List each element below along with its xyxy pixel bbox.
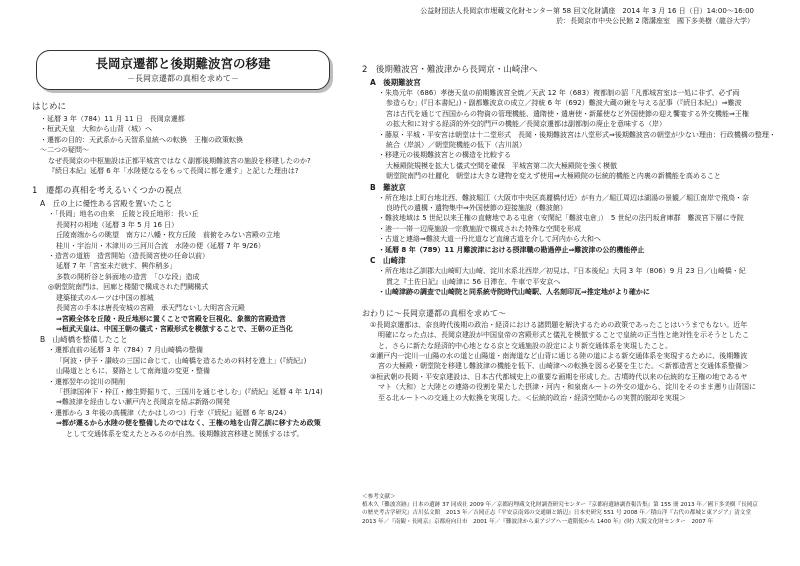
intro-item: ・延暦 3 年（784）11 月 11 日 長岡京遷都	[40, 115, 185, 123]
text-line: の拡大和に対する経済的外交的門戸の機能／長岡京遷都は副都制の廃止を意味する（岸）	[386, 120, 666, 129]
text-line: 長岡村の相地（延暦 3 年 5 月 16 日）	[56, 220, 179, 229]
intro-item: ・遷都の目的：天武系から天智系皇統への転換 王権の政策転換	[40, 135, 243, 144]
text-line: 多数の開析谷と斜面地の造営 「ひな段」造成	[56, 272, 200, 281]
closing-line: 宮の大極殿・朝堂院を移建し難波津の機能を低下、山崎津への転換を図る必要を生じた。＜新都造営と交通体系整備＞	[378, 362, 749, 371]
closing-line: ②瀬戸内一淀川一山陽の水の道と山陽道・南海道など山背に通じる陸の道による新交通体系を実現するために、後期難波	[370, 352, 748, 361]
text-line: ・移建元の後期難波宮との構造を比較する	[378, 151, 511, 160]
subsection-b-heading: B 山崎橋を整備したこと	[40, 335, 128, 345]
lecture-header	[274, 6, 754, 26]
closing-line: 明確になった点は、長岡京建設が中国皇帝の宮殿形式と儀礼を模倣することで皇統の正当性と絶対性を示そうとしたこ	[378, 331, 749, 340]
question-2: 『続日本紀』延暦 6 年「水陸便なるをもって長岡に都を遷す」と記した理由は?	[48, 167, 299, 176]
section-2-heading: 2 後期難波宮・難波津から長岡京・山崎津へ	[362, 65, 538, 75]
question-1: なぜ長岡京の中枢施設は正都平城宮ではなく副都後期難波宮の施設を移建したのか?	[48, 156, 311, 165]
text-line: 朝堂院南門の壮麗化 朝堂は大きな建物を変えず使用⇒大極殿院の伝統的機能と内裏の新機能を高めること	[386, 172, 721, 181]
text-line: 良時代の遺構・遺物集中⇒外国使節の迎接施設（難波館）	[386, 204, 567, 213]
subsection-a-heading: A 丘の上に優性ある宮殿を置いたこと	[40, 199, 173, 209]
quote-line: 「阿波・伊予・讃岐の三国に命じて、山崎橋を造るための料材を進上」(『続紀』)	[56, 356, 307, 365]
text-line: 桂川・宇治川・木津川の三河川合流 水陸の便（延暦 7 年 9/26）	[56, 241, 265, 250]
text-line: ・朱鳥元年（686）孝徳天皇の前期難波宮全焼／天武 12 年（683）複都制の詔「凡都城宮室は一処に非ず、必ず両	[378, 89, 740, 97]
right-column	[362, 61, 774, 403]
text-line: ・遷都翌年の淀川の開削	[48, 377, 125, 386]
closing-line: ①長岡京遷都は、奈良時代後期の政治・経済における諸問題を解決するための政策であったことはいうまでもない。近年	[370, 320, 748, 329]
emphasis-line: ・山崎津跡の調査で山崎院と同系統寺院時代山崎駅、人名刻印瓦⇒推定地がより確かに	[378, 287, 650, 296]
header-venue-line: 於：長岡京市中央公民館 2 階講座室 國下多美樹（龍谷大学）	[556, 17, 754, 25]
closing-line: 至る北ルートへの交通上の大転換を実現した。＜伝統的政治・経済空間からの実質的脱却を実現＞	[378, 393, 686, 402]
subsection-b-heading: B 難波京	[370, 182, 406, 192]
closing-line: マト（大和）と大陸との連絡の役割を果たした摂津・河内・和泉南ルートの外交の道から、淀川をそのまま遡り山背国に	[378, 383, 756, 392]
text-line: 山陽道とともに、要路として南海道の変更・整備	[56, 367, 210, 376]
text-line: ・古道と連絡⇒難波大道一丹比道など直線古道を介して河内から大和へ	[378, 235, 601, 244]
quote-line: 「摂津国神下・梓江・鯵生野掘りて、三国川を通じせしむ」(『続紀』延暦 4 年 1/14)	[56, 387, 323, 396]
subsection-a-heading: A 後期難波宮	[370, 78, 421, 87]
text-line: ・所在地は上町台地北西、難波堀江（大阪市中央区高麗橋付近）が有力／堀江周辺は湖湯の景観／堀江南岸で飛鳥・奈	[378, 193, 749, 202]
text-line: 長岡宮の手本は唐長安城の宮殿 承天門ないし大明宮含元殿	[56, 304, 245, 313]
text-line: 建築様式のルーツは中国の都城	[56, 293, 154, 302]
intro-item: ・桓武天皇 大和から山背（城）へ	[40, 125, 152, 134]
text-line: 丘陵南端からの眺望 南方に八幡・枚方丘陵 前俯をみない宮殿の立地	[56, 231, 280, 240]
questions-heading: ～二つの疑問～	[40, 146, 89, 155]
text-line: 貫之『土佐日記』山崎津に 56 日滞在、牛車で平安京へ	[386, 277, 561, 286]
text-line: ◎朝堂院南門は、回廊と楼閣で構成された門闕構式	[48, 283, 209, 292]
page-title: 長岡京遷都と後期難波宮の移建	[95, 56, 271, 71]
text-line: ・「長岡」地名の由来 丘陵と段丘地形：長い丘	[48, 210, 199, 219]
text-line: 宮は古代を通じて西国からの物資の管理機能、遣隋使・遣唐使・新羅使など外国使節の迎え饗宴する外交機能⇒王権	[386, 109, 749, 118]
text-line: ・港一一帯一辺廃施設一宗教施設で構成された特殊な空間を形成	[378, 224, 581, 233]
emphasis-line: ⇒桓武天皇は、中国王朝の儀式・宮殿形式を模倣することで、王朝の正当化	[56, 324, 293, 333]
text-line: 大極殿院規模を拡大し儀式空間を確保 平城宮第二次大極殿院を強く模倣	[386, 161, 617, 170]
emphasis-line: ⇒都が遷るから水陸の便を整備したのではなく、王権の地を山背乙訓に移すため政策	[56, 419, 321, 428]
text-line: ・遷都から 3 年後の高槻津（たかはしのつ）行幸（『続紀』延暦 6 年 8/24）	[48, 408, 291, 417]
intro-heading: はじめに	[32, 102, 67, 112]
subsection-c-heading: C 山崎津	[370, 256, 406, 266]
closing-heading: おわりに～長岡京遷都の真相を求めて～	[362, 309, 506, 319]
references	[362, 493, 782, 526]
text-line: ・所在地は乙訓郡大山崎町大山崎、淀川水系北西岸／初見は、『日本後紀』大同 3 年（806）9 月 23 日／山崎橋・紀	[378, 267, 746, 276]
header-event-line: 公益財団法人長岡京市埋蔵文化財センター第 58 回文化財講座 2014 年 3 月 16 日（日）14:00～16:00	[420, 7, 754, 15]
emphasis-line: ⇒宮殿全体を丘陵・段丘地形に置くことで宮殿を巨視化、象徴的宮殿造営	[56, 314, 286, 323]
text-line: 延暦 7 年「宮室未だ就す、興作稍多」	[56, 262, 177, 271]
reference-line: 植木久『難波宮跡』日本の遺跡 37 同成社 2009 年／京都府埋蔵文化財調査研究センター『京都府遺跡調査報告集』第 155 冊 2013 年／國下多美樹『長岡京	[362, 502, 758, 509]
closing-line: と、さらに新たな経済的中心地となる京と交通施設の設定により新交通体系を実現したこと。	[378, 341, 672, 350]
text-line: として交通体系を変えたとみるのが自然。後期難波宮移建と関係するはず。	[66, 429, 304, 438]
page-subtitle: －長岡京遷都の真相を求めて－	[127, 74, 239, 83]
emphasis-line: ・延暦 8 年（789）11 月難波津における摂津職の勘過停止⇒難波津の公的機能停止	[378, 245, 645, 254]
text-line: ・遷都直前の延暦 3 年（784）7 月山崎橋の整備	[48, 346, 203, 355]
references-heading: ＜参考文献＞	[362, 494, 396, 500]
section-1-heading: 1 遷都の真相を考えるいくつかの視点	[32, 186, 182, 197]
text-line: ・難波地域は 5 世紀以来王権の直轄地である屯倉（安閑紀「難波屯倉」） 5 世紀の法円坂倉庫群 難波宮下層に寺院	[378, 214, 744, 223]
text-line: ・造営の道筋 造営開始（造長岡宮使の任命以前）	[48, 252, 209, 261]
reference-line: 2013 年／『南観・長岡京』京都府向日市 2001 年／『難波津から東アジアへ一遣隋使から 1400 年』(財) 大阪文化財センター 2007 年	[362, 518, 714, 525]
closing-line: ③桓武朝の長岡・平安京建設は、日本古代都城史上の重要な画期を形成した。古墳時代以来の伝統的な王権の地であるヤ	[370, 372, 748, 381]
text-line: ・藤原・平城・平安宮は朝堂は十二堂形式 長岡・後期難波宮は八堂形式⇒後期難波宮の朝堂が少ない理由：行政機構の整理・	[378, 130, 776, 139]
text-line: ⇒難波津を経由しない瀬戸内と長岡京を結ぶ新路の開発	[56, 398, 230, 407]
left-column	[32, 98, 337, 439]
title-box	[36, 50, 330, 90]
text-line: 統合（岸説）／朝堂院機能の低下（吉川説）	[386, 141, 526, 150]
text-line: 参造らむ」(『日本書紀』)・副都難波京の成立／持統 6 年（692）難波大蔵の鍬を与える記事（『続日本紀』）⇒難波	[386, 99, 742, 108]
reference-line: の歴史考古学研究』吉川弘文館 2013 年／吉岡正志『平安京南郊の交通網と路辺』日本史研究 551 号 2008 年／積山洋『古代の都城と東アジア』清文堂	[362, 510, 752, 517]
